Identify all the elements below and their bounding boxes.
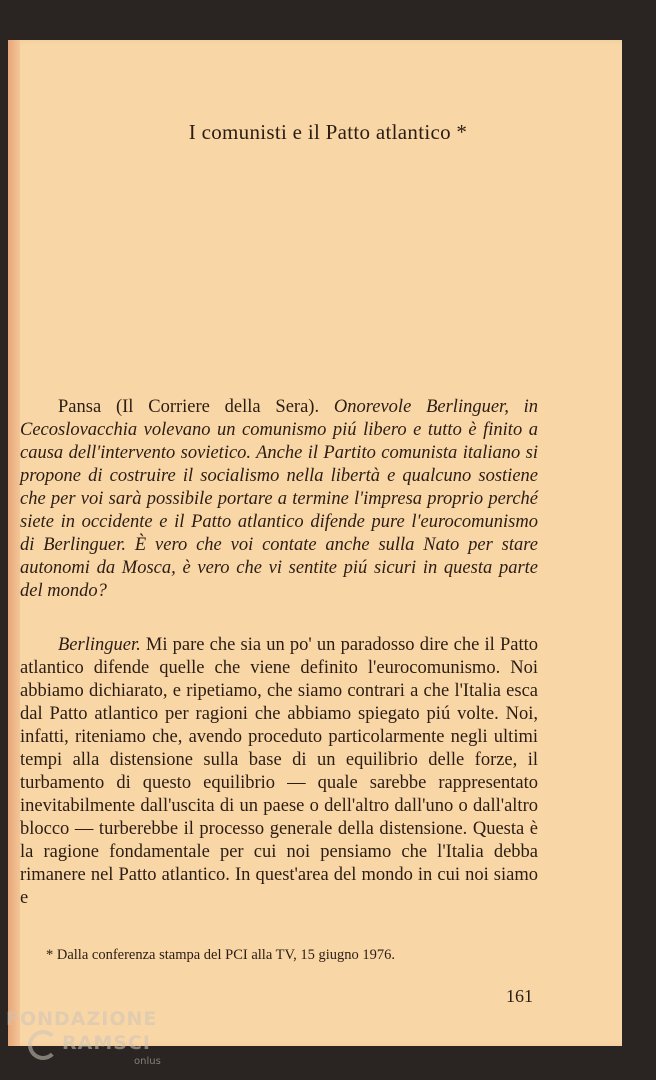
footnote: * Dalla conferenza stampa del PCI alla TV, 15 giugno 1976. (46, 947, 395, 963)
watermark-suffix: onlus (134, 1056, 161, 1067)
page-number: 161 (506, 986, 533, 1006)
watermark-line1: FONDAZIONE (6, 1008, 158, 1030)
watermark-logo (6, 1008, 166, 1068)
page-spine-edge (8, 40, 20, 1046)
watermark-g-icon (28, 1030, 58, 1060)
answer-text: Mi pare che sia un po' un paradosso dire che il Patto atlantico difende quelle che viene definito l'eurocomunismo. Noi abbiamo dichiarato, e ripetiamo, che siamo contrari a che l'Italia esca dal Patto atlantico per ragioni che abbiamo spiegato piú volte. Noi, infatti, riteniamo che, avendo proceduto particolarmente negli ultimi tempi alla distensione sulla base di un equilibrio delle forze, il turbamento di questo equilibrio — quale sarebbe rappresentato inevitabilmente dall'uscita di un paese o dell'altro dall'uno o dall'altro blocco — turberebbe il processo generale della distensione. Questa è la ragione fondamentale per cui noi pensiamo che l'Italia debba rimanere nel Patto atlantico. In quest'area del mondo in cui noi siamo e (20, 635, 538, 908)
question-paragraph (20, 396, 538, 603)
chapter-title: I comunisti e il Patto atlantico * (188, 120, 468, 144)
answer-speaker: Berlinguer. (58, 635, 141, 655)
question-text: Onorevole Berlinguer, in Cecoslovacchia volevano un comunismo piú libero e tutto è finito a causa dell'intervento sovietico. Anche il Partito comunista italiano si propone di costruire il socialismo nella libertà e qualcuno sostiene che per voi sarà possibile portare a termine l'impresa proprio perché siete in occidente e il Patto atlantico difende pure l'eurocomunismo di Berlinguer. È vero che voi contate anche sulla Nato per stare autonomi da Mosca, è vero che vi sentite piú sicuri in questa parte del mondo? (20, 397, 539, 601)
watermark-line2: RAMSCI (62, 1032, 151, 1054)
question-speaker: Pansa (Il Corriere della Sera). (58, 397, 320, 417)
answer-paragraph (20, 634, 538, 910)
